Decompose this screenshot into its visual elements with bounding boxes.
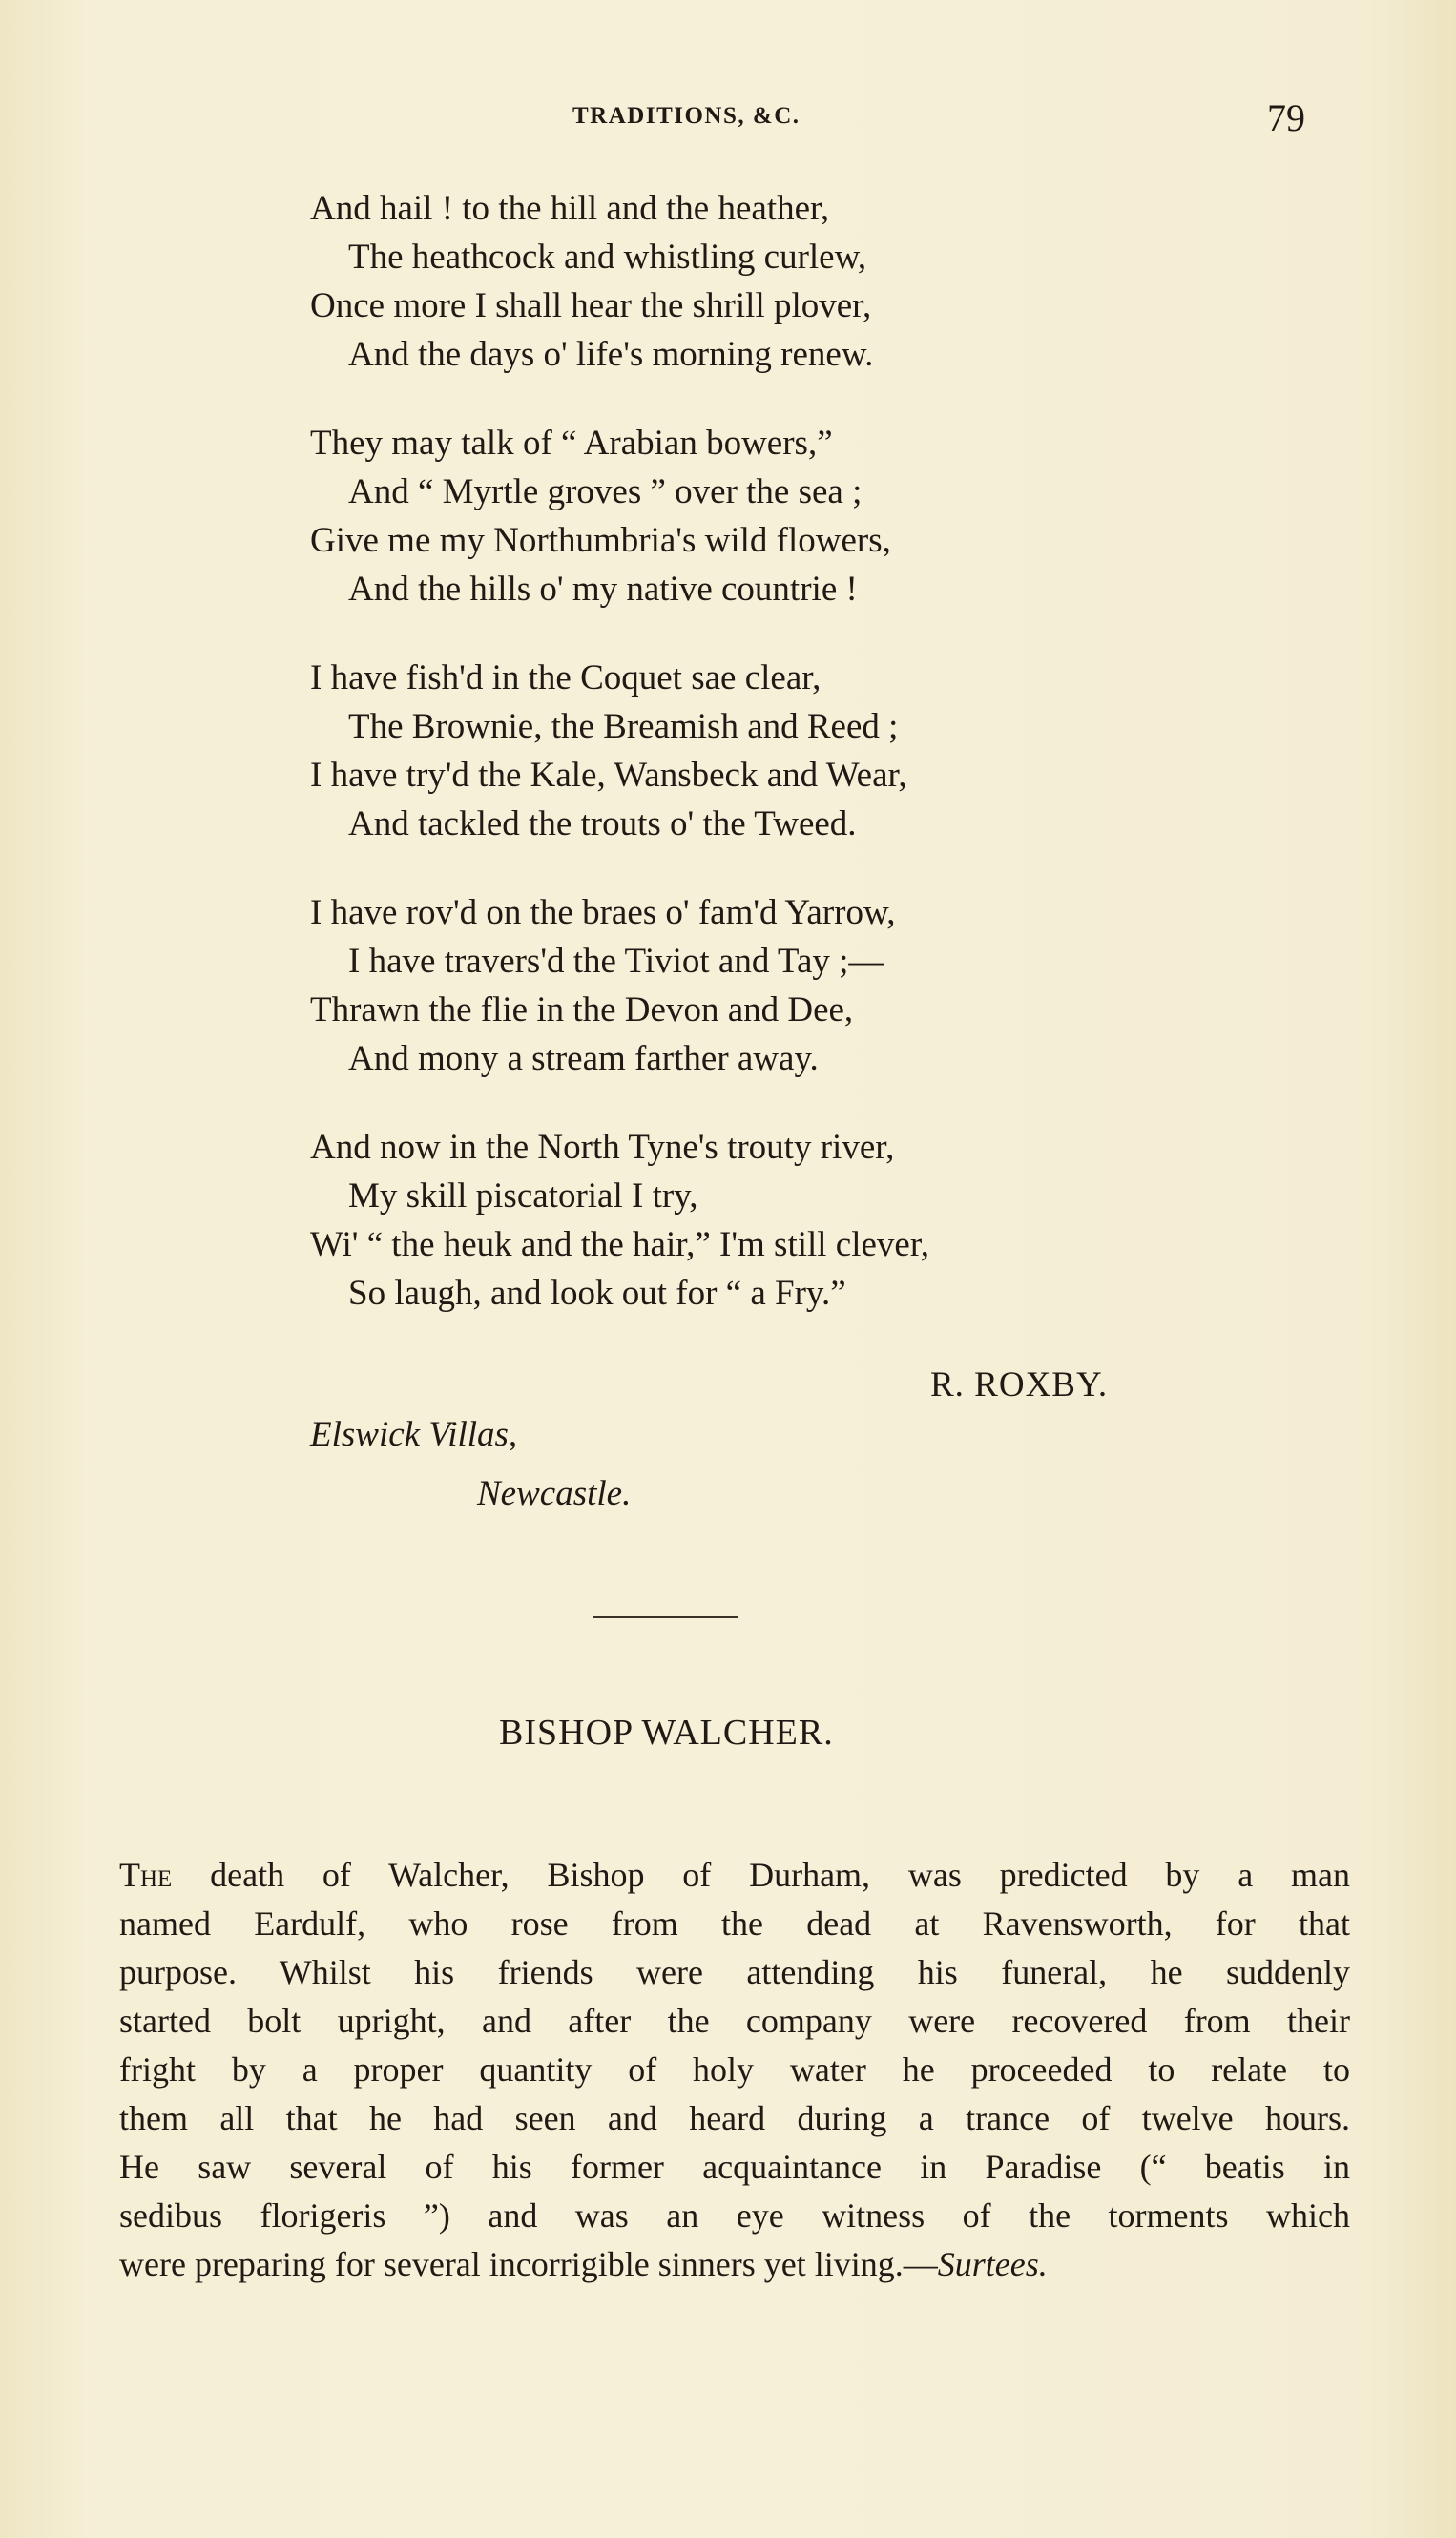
body-line xyxy=(119,2240,1350,2289)
body-line xyxy=(119,1851,1350,1900)
body-line: sedibus florigeris ”) and was an eye witness of the torments which xyxy=(119,2196,1350,2235)
poem-line: The heathcock and whistling curlew, xyxy=(348,238,867,277)
drop-word: The xyxy=(119,1856,173,1894)
poem-line: My skill piscatorial I try, xyxy=(348,1176,698,1216)
poem-signature: R. ROXBY. xyxy=(930,1365,1109,1404)
stanza xyxy=(310,654,1264,848)
poem-line: And hail ! to the hill and the heather, xyxy=(310,189,830,228)
poem-line: I have rov'd on the braes o' fam'd Yarrow, xyxy=(310,893,896,932)
body-line-text: death of Walcher, Bishop of Durham, was predicted by a man xyxy=(172,1856,1350,1894)
poem-line: I have fish'd in the Coquet sae clear, xyxy=(310,658,822,697)
stanza xyxy=(310,1123,1264,1318)
poem-line: And tackled the trouts o' the Tweed. xyxy=(348,804,857,843)
address-line: Elswick Villas, xyxy=(310,1415,518,1454)
poem-line: And mony a stream farther away. xyxy=(348,1039,819,1078)
poem-line: They may talk of “ Arabian bowers,” xyxy=(310,424,833,463)
section-body xyxy=(119,1851,1350,2289)
source-citation: Surtees. xyxy=(937,2245,1048,2283)
section-title: BISHOP WALCHER. xyxy=(499,1713,834,1753)
body-line: He saw several of his former acquaintance in Paradise (“ beatis in xyxy=(119,2148,1350,2186)
stanza xyxy=(310,184,1264,379)
poem-line: I have travers'd the Tiviot and Tay ;— xyxy=(348,942,884,981)
page-number: 79 xyxy=(1267,96,1305,139)
body-line-text: were preparing for several incorrigible sinners yet living.— xyxy=(119,2245,938,2283)
body-line: fright by a proper quantity of holy water he proceeded to relate to xyxy=(119,2050,1350,2089)
poem-line: The Brownie, the Breamish and Reed ; xyxy=(348,707,899,746)
address-line: Newcastle. xyxy=(477,1474,632,1513)
stanza xyxy=(310,419,1264,614)
poem-line: And the days o' life's morning renew. xyxy=(348,335,874,374)
poem-line: I have try'd the Kale, Wansbeck and Wear, xyxy=(310,756,907,795)
poem-line: So laugh, and look out for “ a Fry.” xyxy=(348,1274,846,1313)
poem xyxy=(310,184,1264,1358)
body-line: them all that he had seen and heard during a trance of twelve hours. xyxy=(119,2099,1350,2137)
body-line: named Eardulf, who rose from the dead at Ravensworth, for that xyxy=(119,1904,1350,1943)
poem-line: Once more I shall hear the shrill plover, xyxy=(310,286,872,325)
stanza xyxy=(310,888,1264,1083)
poem-line: Wi' “ the heuk and the hair,” I'm still clever, xyxy=(310,1225,929,1264)
poem-line: Thrawn the flie in the Devon and Dee, xyxy=(310,990,854,1030)
section-divider xyxy=(593,1616,738,1618)
poem-line: And now in the North Tyne's trouty river, xyxy=(310,1128,895,1167)
poem-line: Give me my Northumbria's wild flowers, xyxy=(310,521,891,560)
running-head: TRADITIONS, &C. xyxy=(572,103,801,129)
poem-line: And the hills o' my native countrie ! xyxy=(348,570,858,609)
poem-line: And “ Myrtle groves ” over the sea ; xyxy=(348,472,863,511)
body-line: started bolt upright, and after the company were recovered from their xyxy=(119,2002,1350,2040)
body-line: purpose. Whilst his friends were attending his funeral, he suddenly xyxy=(119,1953,1350,1991)
